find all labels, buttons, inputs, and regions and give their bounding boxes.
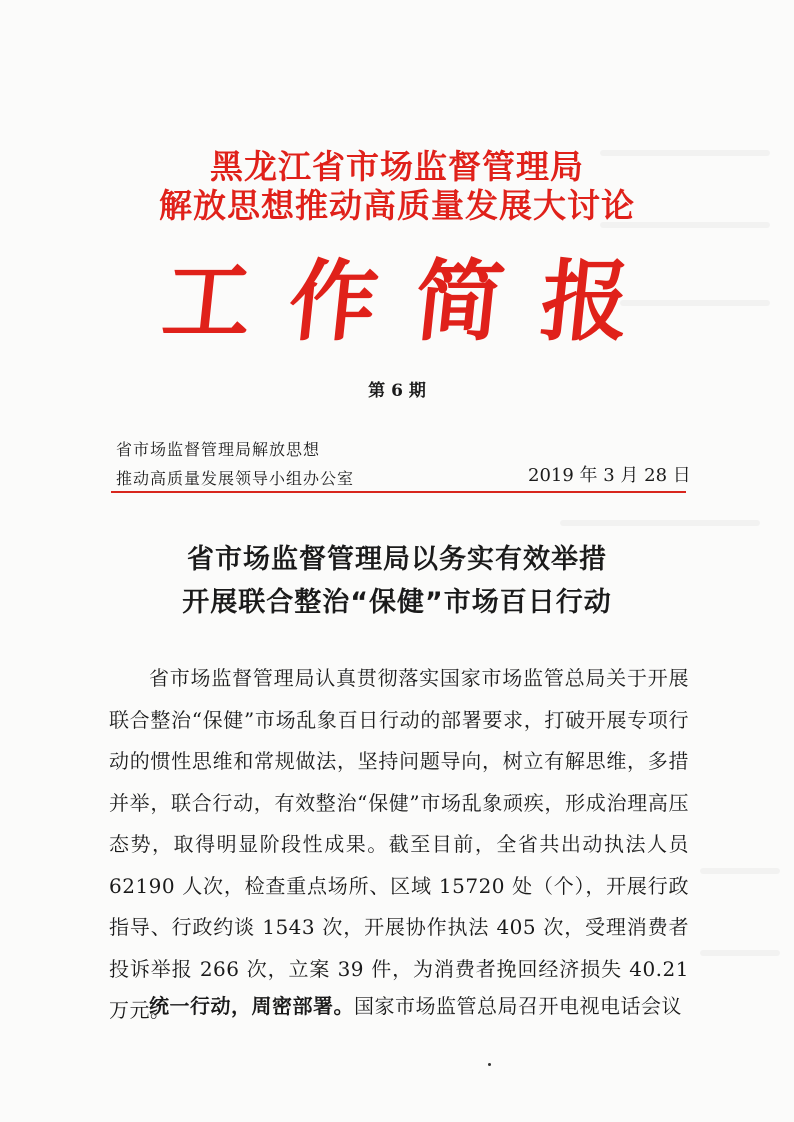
org-title: 黑龙江省市场监督管理局 [210,147,584,186]
issue-number: 第 6 期 [368,381,426,401]
section-text: 国家市场监管总局召开电视电话会议 [354,994,682,1018]
bulletin-title: 工作简报 [157,250,673,353]
bleed-through-mark [700,950,780,956]
article-paragraph: 省市场监督管理局认真贯彻落实国家市场监管总局关于开展联合整治“保健”市场乱象百日行动的部署要求，打破开展专项行动的惯性思维和常规做法，坚持问题导向，树立有解思维，多措并举，联合行动，有效整治“保健”市场乱象顽疾，形成治理高压态势，取得明显阶段性成果。截至目前，全省共出动执法人员 62190 人次，检查重点场所、区域 15720 处（个），开展行政指导、行政约谈 1543 次，开展协作执法 405 次，受理消费者投诉举报 266 次，立案 39 件，为消费者挽回经济损失 40.21 万元。 [109,666,689,1022]
section-paragraph [109,986,709,1028]
article-title-line-2: 开展联合整治“保健”市场百日行动 [182,587,612,618]
stray-dot [488,1063,491,1066]
bleed-through-mark [560,520,760,526]
article-title-line-1: 省市场监督管理局以务实有效举措 [187,544,607,575]
discussion-title: 解放思想推动高质量发展大讨论 [159,186,635,225]
bleed-through-mark [700,868,780,874]
issue-date: 2019 年 3 月 28 日 [528,465,691,486]
issuing-office-line-2: 推动高质量发展领导小组办公室 [116,469,355,488]
section-lead-heading: 统一行动，周密部署。 [149,994,354,1018]
red-divider-rule [111,491,686,493]
issuing-office-line-1: 省市场监督管理局解放思想 [116,440,321,459]
